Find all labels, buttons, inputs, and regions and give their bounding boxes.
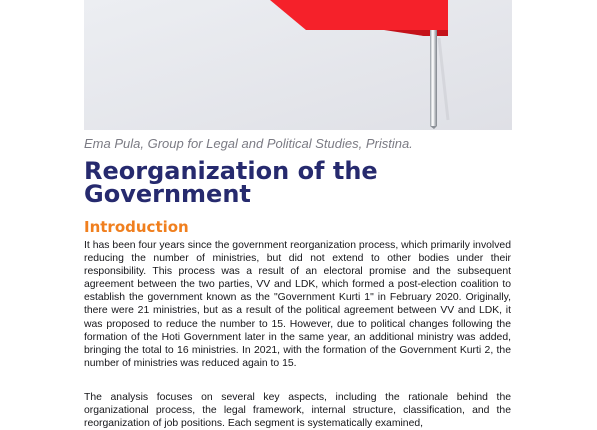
document-title: Reorganization of the Government — [84, 157, 378, 208]
section-heading: Introduction — [84, 218, 189, 236]
red-flag-pin-image — [84, 0, 512, 130]
body-paragraph: It has been four years since the government reorganization process, which primarily involved reducing the number of ministries, but did not extend to other bodies under their responsibility. This process was a result of an electoral promise and the subsequent agreement between the two parties, VV and LDK, which formed a post-election coalition to establish the government known as the "Government Kurti 1" in February 2020. Originally, there were 21 ministries, but as a result of the political agreement between VV and LDK, it was proposed to reduce the number to 15. However, due to political changes following the formation of the Hoti Government later in the same year, an additional ministry was added, bringing the total to 16 ministries. In 2021, with the formation of the Government Kurti 2, the number of ministries was reduced again to 15. — [84, 240, 511, 369]
body-paragraph: The analysis focuses on several key aspects, including the rationale behind the organizational process, the legal framework, internal structure, classification, and the reorganization of job positions. Each segment is systematically examined, — [84, 392, 511, 430]
photo-caption: Ema Pula, Group for Legal and Political Studies, Pristina. — [84, 136, 413, 151]
header-photo — [84, 0, 512, 130]
